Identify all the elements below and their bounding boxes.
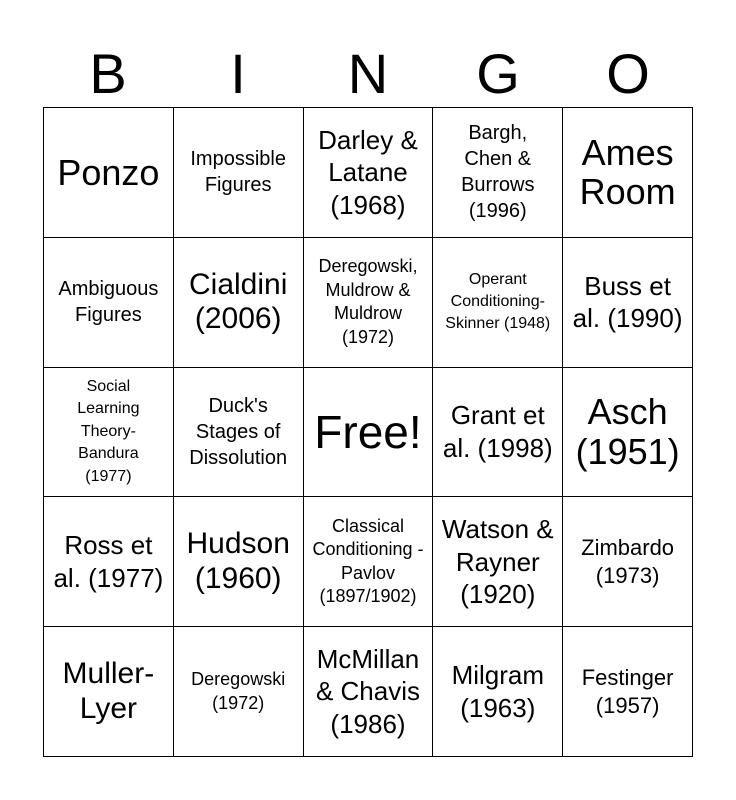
bingo-cell[interactable]: [174, 238, 304, 368]
bingo-cell[interactable]: [433, 368, 563, 498]
cell-text: Impossible Figures: [190, 148, 286, 197]
bingo-board: [43, 107, 693, 757]
bingo-cell[interactable]: [174, 108, 304, 238]
bingo-cell[interactable]: [563, 627, 693, 757]
header-letter-i: I: [230, 42, 246, 105]
cell-text: Ponzo: [57, 151, 160, 193]
bingo-cell[interactable]: [563, 238, 693, 368]
cell-text: Duck's Stages of Dissolution: [189, 394, 288, 469]
cell-text: Ames Room: [579, 131, 676, 213]
cell-text: Social Learning Theory- Bandura (1977): [77, 378, 140, 485]
bingo-cell[interactable]: [304, 497, 434, 627]
cell-text: Darley & Latane (1968): [318, 124, 418, 220]
cell-text: Milgram (1963): [451, 660, 545, 723]
bingo-cell[interactable]: [433, 108, 563, 238]
cell-text: Bargh, Chen & Burrows (1996): [461, 122, 535, 223]
bingo-cell[interactable]: [44, 238, 174, 368]
bingo-cell[interactable]: [433, 238, 563, 368]
bingo-cell[interactable]: [44, 108, 174, 238]
cell-text: Ambiguous Figures: [58, 278, 159, 327]
cell-text: Buss et al. (1990): [572, 270, 683, 334]
cell-text: Hudson (1960): [186, 527, 290, 595]
cell-text: Free!: [314, 405, 422, 458]
bingo-cell[interactable]: [433, 497, 563, 627]
cell-text: Muller-Lyer: [62, 657, 155, 725]
bingo-cell[interactable]: [304, 108, 434, 238]
bingo-cell[interactable]: [44, 368, 174, 498]
bingo-cell[interactable]: [304, 627, 434, 757]
bingo-cell[interactable]: [304, 238, 434, 368]
cell-text: Operant Conditioning- Skinner (1948): [445, 270, 551, 333]
cell-text: Watson & Rayner (1920): [441, 514, 554, 610]
bingo-cell[interactable]: [563, 368, 693, 498]
cell-text: Asch (1951): [575, 391, 680, 472]
cell-text: Deregowski, Muldrow & Muldrow (1972): [318, 256, 418, 347]
bingo-cell[interactable]: [44, 497, 174, 627]
cell-text: Festinger (1957): [581, 665, 674, 718]
bingo-cell[interactable]: [174, 497, 304, 627]
cell-text: Ross et al. (1977): [53, 530, 164, 593]
bingo-header: [43, 40, 693, 108]
free-space[interactable]: [304, 368, 434, 498]
header-letter-g: G: [476, 42, 520, 105]
header-letter-n: N: [347, 42, 389, 105]
bingo-cell[interactable]: [433, 627, 563, 757]
cell-text: McMillan & Chavis (1986): [315, 643, 421, 739]
bingo-cell[interactable]: [563, 108, 693, 238]
header-letter-o: O: [606, 42, 650, 105]
cell-text: Grant et al. (1998): [442, 400, 553, 463]
cell-text: Classical Conditioning - Pavlov (1897/1902): [312, 516, 424, 607]
cell-text: Zimbardo (1973): [581, 535, 675, 588]
cell-text: Cialdini (2006): [188, 267, 288, 336]
header-letter-b: B: [89, 42, 127, 105]
bingo-cell[interactable]: [174, 627, 304, 757]
bingo-cell[interactable]: [174, 368, 304, 498]
cell-text: Deregowski (1972): [191, 669, 286, 713]
bingo-cell[interactable]: [563, 497, 693, 627]
bingo-cell[interactable]: [44, 627, 174, 757]
